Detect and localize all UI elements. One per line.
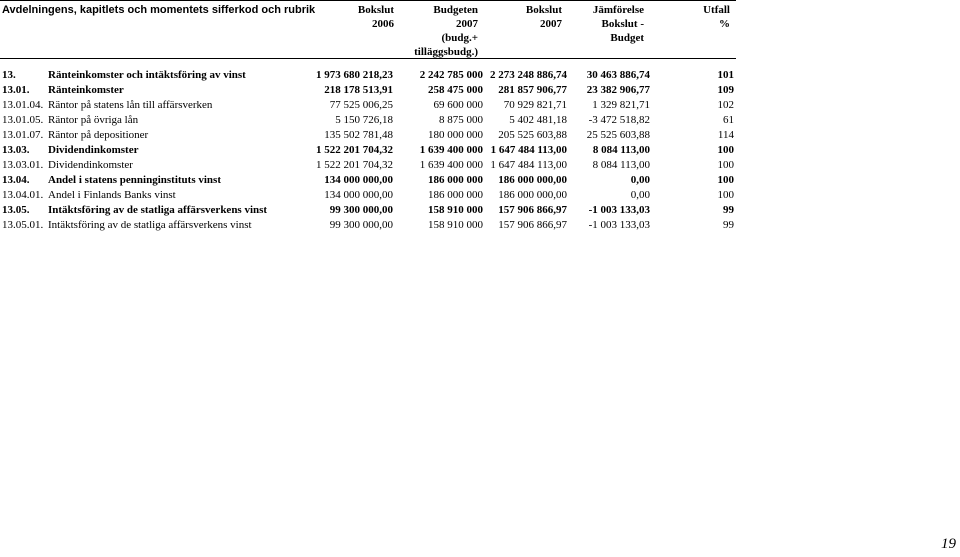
table-row (0, 143, 734, 158)
header-bokslut-2006: Bokslut 2006 (357, 4, 394, 30)
bokslut-2006-value: 5 150 726,18 (335, 114, 393, 126)
table-header (0, 0, 736, 59)
bokslut-2007-value: 186 000 000,00 (498, 174, 567, 186)
table-row (0, 83, 734, 98)
comparison-value: 25 525 603,88 (586, 129, 650, 141)
bokslut-2007-value: 1 647 484 113,00 (490, 159, 567, 171)
comparison-value: 0,00 (630, 189, 650, 201)
bokslut-2006-value: 1 973 680 218,23 (316, 69, 393, 81)
table-row (0, 113, 734, 128)
budget-2007-value: 180 000 000 (428, 129, 483, 141)
table-row (0, 68, 734, 83)
row-code: 13.01. (2, 84, 30, 96)
row-label: Ränteinkomster (48, 84, 124, 96)
budget-2007-value: 69 600 000 (433, 99, 483, 111)
budget-2007-value: 158 910 000 (428, 219, 483, 231)
bokslut-2006-value: 134 000 000,00 (324, 174, 393, 186)
budget-2007-value: 186 000 000 (428, 174, 483, 186)
outcome-percent-value: 101 (717, 69, 734, 81)
bokslut-2006-value: 1 522 201 704,32 (316, 159, 393, 171)
outcome-percent-value: 100 (717, 174, 734, 186)
bokslut-2007-value: 186 000 000,00 (498, 189, 567, 201)
row-label: Andel i statens penninginstituts vinst (48, 174, 221, 186)
row-label: Räntor på depositioner (48, 129, 149, 141)
row-code: 13.01.05. (2, 114, 44, 126)
table-row (0, 98, 734, 113)
row-label: Intäktsföring av de statliga affärsverkens vinst (48, 219, 252, 231)
row-code: 13.04.01. (2, 189, 44, 201)
row-label: Räntor på övriga lån (48, 114, 139, 126)
outcome-percent-value: 114 (717, 129, 734, 141)
bokslut-2007-value: 205 525 603,88 (498, 129, 567, 141)
row-code: 13.01.04. (2, 99, 44, 111)
header-outcome-percent: Utfall % (703, 4, 730, 30)
comparison-value: 8 084 113,00 (592, 159, 650, 171)
budget-2007-value: 258 475 000 (428, 84, 483, 96)
row-code: 13.05. (2, 204, 30, 216)
budget-2007-value: 1 639 400 000 (419, 144, 483, 156)
comparison-value: 8 084 113,00 (592, 144, 650, 156)
comparison-value: 1 329 821,71 (592, 99, 650, 111)
page-number: 19 (941, 536, 956, 552)
budget-2007-value: 186 000 000 (428, 189, 483, 201)
bokslut-2006-value: 218 178 513,91 (324, 84, 393, 96)
bokslut-2007-value: 281 857 906,77 (498, 84, 567, 96)
budget-2007-value: 158 910 000 (428, 204, 483, 216)
budget-2007-value: 1 639 400 000 (419, 159, 483, 171)
outcome-percent-value: 99 (723, 219, 734, 231)
row-code: 13.05.01. (2, 219, 44, 231)
budget-2007-value: 8 875 000 (439, 114, 483, 126)
bokslut-2006-value: 99 300 000,00 (329, 219, 393, 231)
outcome-percent-value: 109 (717, 84, 734, 96)
bokslut-2007-value: 1 647 484 113,00 (490, 144, 567, 156)
table-row (0, 158, 734, 173)
row-label: Räntor på statens lån till affärsverken (48, 99, 213, 111)
table-row (0, 203, 734, 218)
outcome-percent-value: 100 (717, 144, 734, 156)
comparison-value: -3 472 518,82 (588, 114, 650, 126)
row-label: Dividendinkomster (48, 144, 139, 156)
bokslut-2006-value: 134 000 000,00 (324, 189, 393, 201)
bokslut-2007-value: 70 929 821,71 (503, 99, 567, 111)
table-row (0, 173, 734, 188)
bokslut-2007-value: 5 402 481,18 (509, 114, 567, 126)
bokslut-2006-value: 99 300 000,00 (329, 204, 393, 216)
outcome-percent-value: 61 (723, 114, 734, 126)
comparison-value: -1 003 133,03 (588, 204, 650, 216)
row-label: Intäktsföring av de statliga affärsverkens vinst (48, 204, 268, 216)
row-label: Andel i Finlands Banks vinst (48, 189, 176, 201)
row-label: Ränteinkomster och intäktsföring av vinst (48, 69, 246, 81)
row-code: 13.03. (2, 144, 30, 156)
outcome-percent-value: 100 (717, 159, 734, 171)
header-bokslut-2007: Bokslut 2007 (525, 4, 562, 30)
bokslut-2007-value: 157 906 866,97 (498, 204, 567, 216)
bokslut-2006-value: 1 522 201 704,32 (316, 144, 393, 156)
row-code: 13.01.07. (2, 129, 44, 141)
table-row (0, 218, 734, 233)
comparison-value: 30 463 886,74 (586, 69, 650, 81)
outcome-percent-value: 99 (723, 204, 734, 216)
comparison-value: -1 003 133,03 (588, 219, 650, 231)
row-code: 13.04. (2, 174, 30, 186)
outcome-percent-value: 102 (717, 99, 734, 111)
bokslut-2007-value: 157 906 866,97 (498, 219, 567, 231)
outcome-percent-value: 100 (717, 189, 734, 201)
comparison-value: 23 382 906,77 (586, 84, 650, 96)
bokslut-2006-value: 135 502 781,48 (324, 129, 393, 141)
table-row (0, 128, 734, 143)
header-title: Avdelningens, kapitlets och momentets sifferkod och rubrik (2, 4, 316, 16)
comparison-value: 0,00 (630, 174, 650, 186)
budget-2007-value: 2 242 785 000 (419, 69, 483, 81)
row-code: 13.03.01. (2, 159, 44, 171)
header-budget-2007: Budgeten 2007 (budg.+ tilläggsbudg.) (414, 4, 478, 58)
row-code: 13. (2, 69, 16, 81)
table-row (0, 188, 734, 203)
bokslut-2007-value: 2 273 248 886,74 (490, 69, 567, 81)
bokslut-2006-value: 77 525 006,25 (329, 99, 393, 111)
data-table (0, 68, 734, 233)
row-label: Dividendinkomster (48, 159, 133, 171)
header-comparison: Jämförelse Bokslut - Budget (592, 4, 644, 44)
